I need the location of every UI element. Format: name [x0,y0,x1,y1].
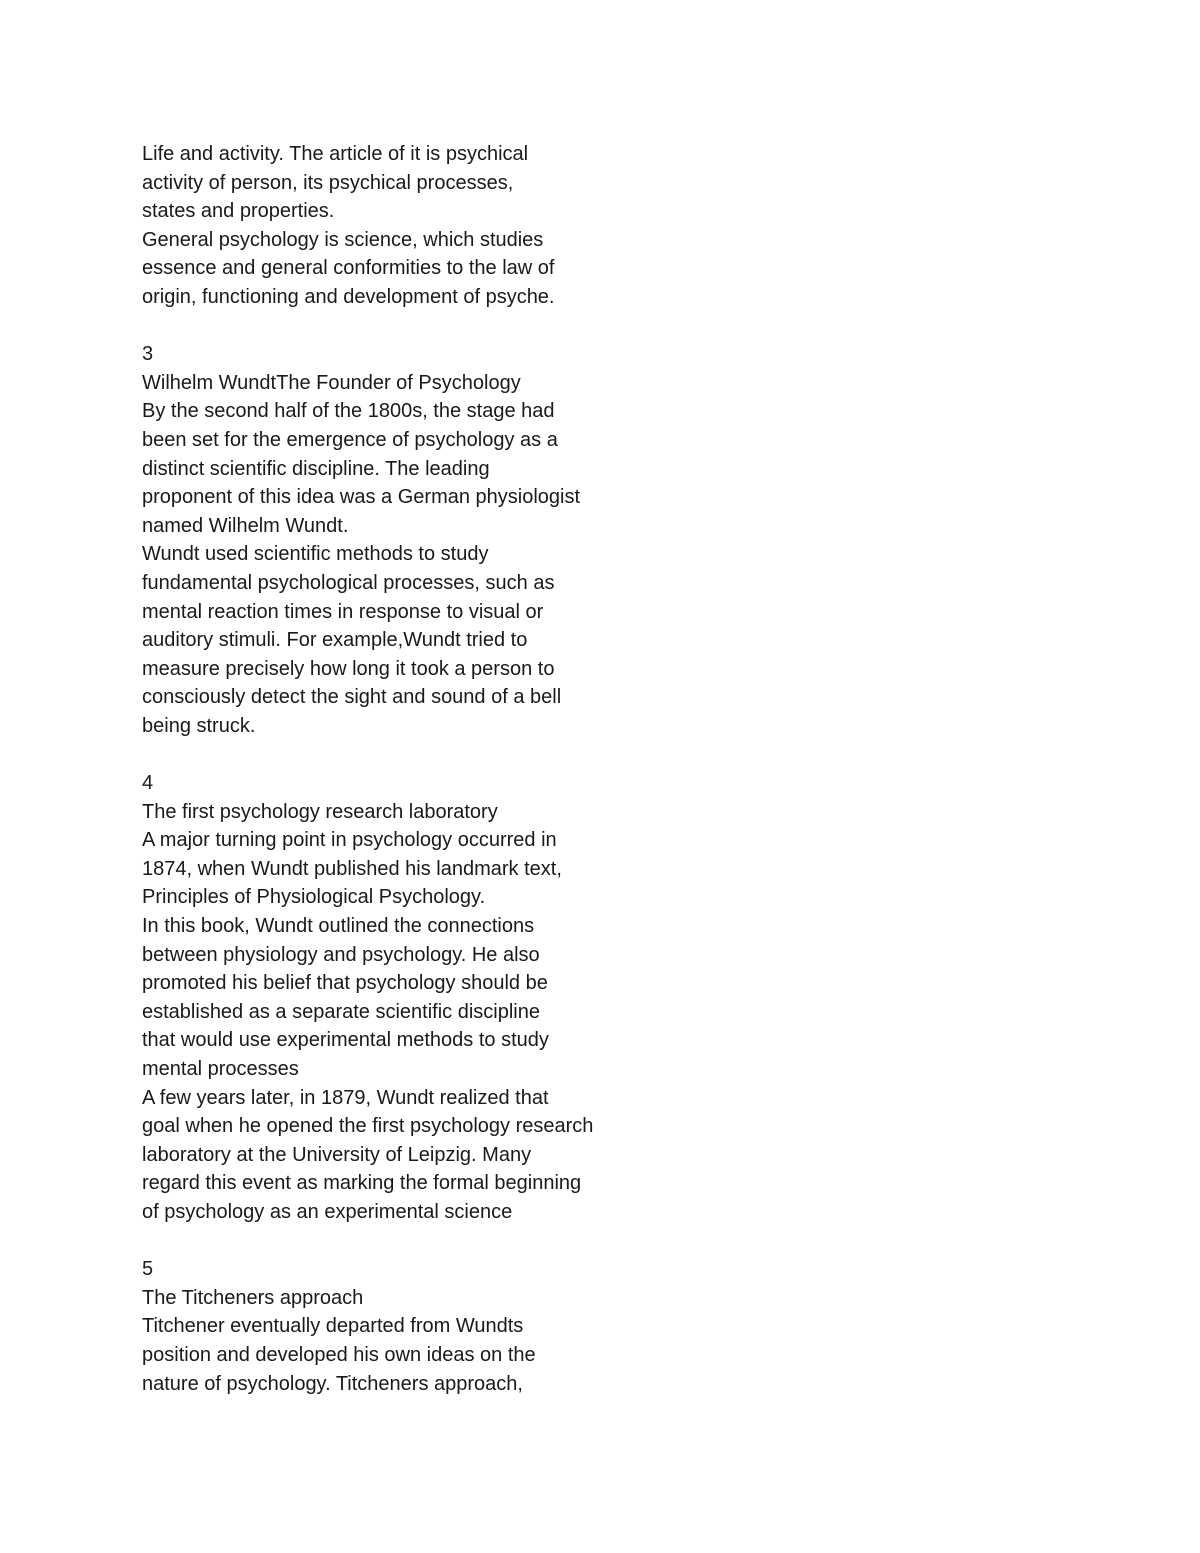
section-4 [142,769,662,1227]
text-line: Wundt used scientific methods to study [142,543,489,566]
text-line: distinct scientific discipline. The leading [142,457,490,480]
text-line: mental reaction times in response to visual or [142,600,544,623]
text-line: auditory stimuli. For example,Wundt tried to [142,629,528,652]
section-title: The Titcheners approach [142,1286,364,1309]
text-line: 1874, when Wundt published his landmark text, [142,857,562,880]
text-line: promoted his belief that psychology should be [142,972,548,995]
text-line: position and developed his own ideas on the [142,1343,536,1366]
text-line: Life and activity. The article of it is psychical [142,143,529,165]
section-5 [142,1255,662,1398]
text-line: being struck. [142,714,256,737]
blank-line [142,312,662,341]
section-number: 3 [142,343,154,366]
text-line: laboratory at the University of Leipzig. Many [142,1143,532,1166]
text-line: regard this event as marking the formal beginning [142,1172,582,1195]
text-line: that would use experimental methods to study [142,1029,549,1052]
section-title: The first psychology research laboratory [142,800,498,823]
text-line: In this book, Wundt outlined the connections [142,915,535,938]
text-line: of psychology as an experimental science [142,1200,513,1223]
text-line: By the second half of the 1800s, the stage had [142,400,555,423]
text-line: origin, functioning and development of psyche. [142,285,555,308]
section-number: 4 [142,772,154,795]
section-number: 5 [142,1258,154,1281]
text-line: A few years later, in 1879, Wundt realized that [142,1086,549,1109]
text-line: proponent of this idea was a German physiologist [142,486,581,509]
text-line: activity of person, its psychical processes, [142,171,514,194]
text-line: named Wilhelm Wundt. [142,514,349,537]
document-body [142,140,662,1398]
text-line: General psychology is science, which studies [142,228,544,251]
text-line: Principles of Physiological Psychology. [142,886,486,909]
text-line: established as a separate scientific discipline [142,1000,540,1023]
blank-line [142,1227,662,1256]
blank-line [142,740,662,769]
text-line: states and properties. [142,200,335,223]
text-line: essence and general conformities to the law of [142,257,555,280]
text-line: mental processes [142,1058,299,1080]
text-line: been set for the emergence of psychology as a [142,428,558,451]
text-line: between physiology and psychology. He also [142,943,540,966]
intro-paragraph [142,140,662,312]
section-title: Wilhelm WundtThe Founder of Psychology [142,371,521,394]
text-line: consciously detect the sight and sound of a bell [142,686,562,709]
text-line: A major turning point in psychology occurred in [142,829,557,852]
text-line: fundamental psychological processes, such as [142,571,555,594]
text-line: measure precisely how long it took a person to [142,657,555,680]
text-line: Titchener eventually departed from Wundts [142,1315,524,1338]
text-line: nature of psychology. Titcheners approach, [142,1372,523,1395]
section-3 [142,340,662,740]
text-line: goal when he opened the first psychology research [142,1115,594,1138]
